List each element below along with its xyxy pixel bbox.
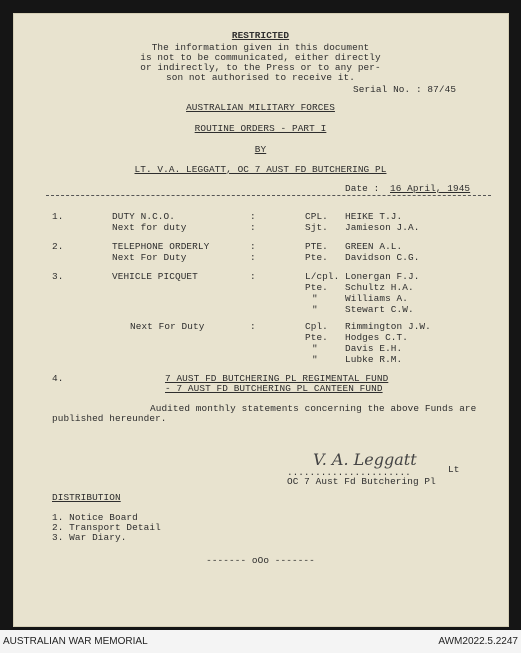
footer-credit: AUSTRALIAN WAR MEMORIAL [3,636,148,647]
divider [46,195,491,196]
rank: Sjt. [305,222,328,233]
rank: Pte. [305,332,328,343]
by-line: BY [254,144,267,155]
rank: L/cpl. [305,271,340,282]
duty-label: Next for duty [112,222,187,233]
duty-label: Next For Duty [130,321,205,332]
footer-accession: AWM2022.5.2247 [438,636,518,647]
rank: Pte. [305,282,328,293]
separator: : [250,271,256,282]
restriction-notice-line: is not to be communicated, either directly [140,52,381,63]
officer-line: LT. V.A. LEGGATT, OC 7 AUST FD BUTCHERING PL [134,164,387,175]
fund-line: 7 AUST FD BUTCHERING PL REGIMENTAL FUND [165,373,389,384]
separator: : [250,321,256,332]
date-label: Date : [345,183,380,194]
person-name: GREEN A.L. [345,241,403,252]
ditto-mark: " [312,293,318,304]
restricted-heading: RESTRICTED [231,30,290,41]
duty-label: Next For Duty [112,252,187,263]
person-name: Lubke R.M. [345,354,403,365]
restriction-notice-line: or indirectly, to the Press or to any per- [140,62,381,73]
date-value: 16 April, 1945 [390,183,471,194]
person-name: Lonergan F.J. [345,271,420,282]
signature-rank: Lt [448,464,460,475]
signature-dots: ...................... [287,467,411,478]
distribution-item: 1. Notice Board [52,512,138,523]
duty-label: VEHICLE PICQUET [112,271,198,282]
end-mark: ------- oOo ------- [206,555,315,566]
person-name: Davidson C.G. [345,252,420,263]
forces-title: AUSTRALIAN MILITARY FORCES [186,102,335,113]
fund-line: - 7 AUST FD BUTCHERING PL CANTEEN FUND [165,383,383,394]
person-name: Stewart C.W. [345,304,414,315]
item-number: 2. [52,241,64,252]
person-name: Rimmington J.W. [345,321,431,332]
restriction-notice-line: son not authorised to receive it. [166,72,355,83]
separator: : [250,241,256,252]
statement-line: Audited monthly statements concerning the above Funds are [150,403,477,414]
separator: : [250,211,256,222]
person-name: HEIKE T.J. [345,211,403,222]
person-name: Schultz H.A. [345,282,414,293]
signature-title: OC 7 Aust Fd Butchering Pl [287,476,436,487]
item-number: 4. [52,373,64,384]
orders-title: ROUTINE ORDERS - PART I [194,123,327,134]
ditto-mark: " [312,304,318,315]
separator: : [250,252,256,263]
rank: CPL. [305,211,328,222]
person-name: Davis E.H. [345,343,403,354]
person-name: Williams A. [345,293,408,304]
duty-label: DUTY N.C.O. [112,211,175,222]
distribution-item: 3. War Diary. [52,532,127,543]
handwritten-signature: V. A. Leggatt [313,450,417,469]
ditto-mark: " [312,354,318,365]
distribution-item: 2. Transport Detail [52,522,161,533]
separator: : [250,222,256,233]
rank: Cpl. [305,321,328,332]
restriction-notice-line: The information given in this document [151,42,370,53]
ditto-mark: " [312,343,318,354]
statement-line: published hereunder. [52,413,167,424]
rank: Pte. [305,252,328,263]
person-name: Hodges C.T. [345,332,408,343]
duty-label: TELEPHONE ORDERLY [112,241,210,252]
rank: PTE. [305,241,328,252]
distribution-heading: DISTRIBUTION [52,492,121,503]
item-number: 1. [52,211,64,222]
item-number: 3. [52,271,64,282]
person-name: Jamieson J.A. [345,222,420,233]
serial-number: Serial No. : 87/45 [353,84,457,95]
